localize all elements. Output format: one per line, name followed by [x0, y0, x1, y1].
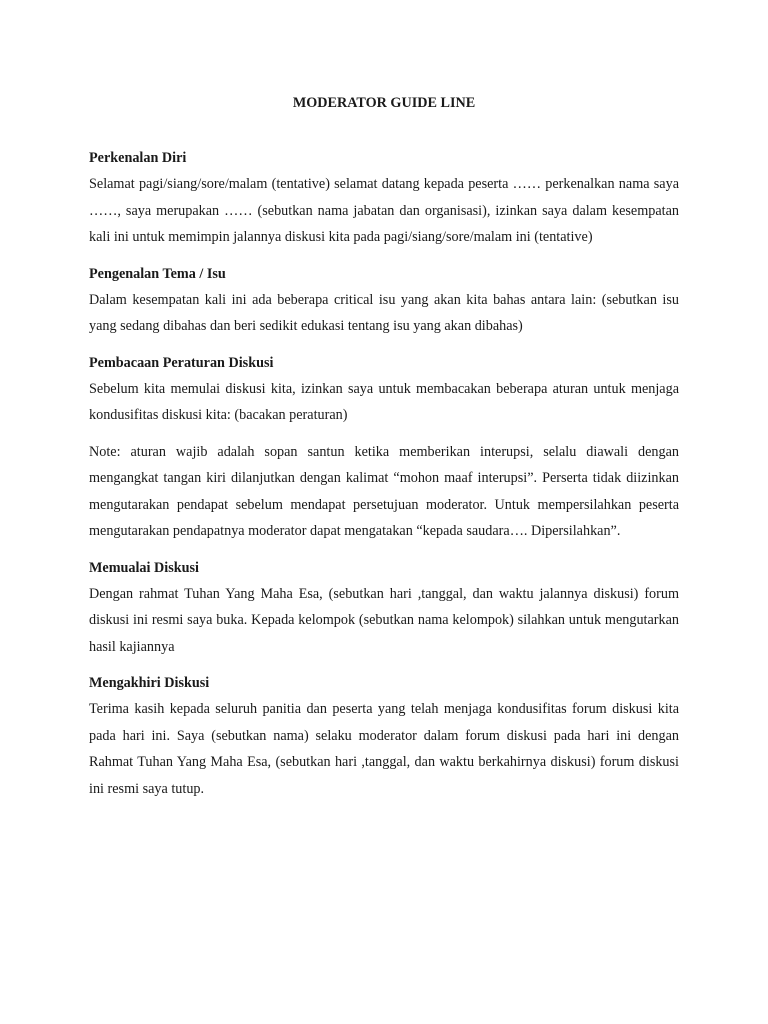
- section-pengenalan-tema: [89, 261, 679, 340]
- section-body: Sebelum kita memulai diskusi kita, izinkan saya untuk membacakan beberapa aturan untuk menjaga kondusifitas diskusi kita: (bacakan peraturan): [89, 380, 679, 423]
- section-body: Dengan rahmat Tuhan Yang Maha Esa, (sebutkan hari ,tanggal, dan waktu jalannya diskusi) forum diskusi ini resmi saya buka. Kepada kelompok (sebutkan nama kelompok) silahkan untuk mengutarkan hasil kajiannya: [89, 585, 679, 655]
- document-page: [89, 90, 679, 812]
- section-body: Dalam kesempatan kali ini ada beberapa critical isu yang akan kita bahas antara lain: (sebutkan isu yang sedang dibahas dan beri sedikit edukasi tentang isu yang akan dibahas): [89, 291, 679, 334]
- section-mengakhiri-diskusi: [89, 670, 679, 802]
- section-heading: Pembacaan Peraturan Diskusi: [89, 354, 274, 371]
- section-memulai-diskusi: [89, 555, 679, 661]
- section-body: Terima kasih kepada seluruh panitia dan peserta yang telah menjaga kondusifitas forum diskusi kita pada hari ini. Saya (sebutkan nama) selaku moderator dalam forum diskusi pada hari ini dengan Rahmat Tuhan Yang Maha Esa, (sebutkan hari ,tanggal, dan waktu berkahirnya diskusi) forum diskusi ini resmi saya tutup.: [89, 701, 679, 797]
- document-title: MODERATOR GUIDE LINE: [292, 95, 476, 111]
- section-body: Selamat pagi/siang/sore/malam (tentative) selamat datang kepada peserta …… perkenalkan nama saya ……, saya merupakan …… (sebutkan nama jabatan dan organisasi), izinkan saya dalam kesempatan kali ini untuk memimpin jalannya diskusi kita pada pagi/siang/sore/malam ini (tentative): [89, 176, 679, 245]
- section-heading: Pengenalan Tema / Isu: [89, 265, 226, 282]
- section-heading: Mengakhiri Diskusi: [89, 675, 210, 691]
- section-heading: Perkenalan Diri: [89, 150, 187, 166]
- section-heading: Memualai Diskusi: [89, 559, 199, 576]
- section-perkenalan-diri: [89, 145, 679, 251]
- section-pembacaan-peraturan: [89, 350, 679, 429]
- rules-note: Note: aturan wajib adalah sopan santun ketika memberikan interupsi, selalu diawali dengan mengangkat tangan kiri dilanjutkan dengan kalimat “mohon maaf interupsi”. Perserta tidak diizinkan mengutarakan pendapat sebelum mendapat persetujuan moderator. Untuk mempersilahkan peserta mengutarakan pendapatnya moderator dapat mengatakan “kepada saudara…. Dipersilahkan”.: [89, 443, 679, 539]
